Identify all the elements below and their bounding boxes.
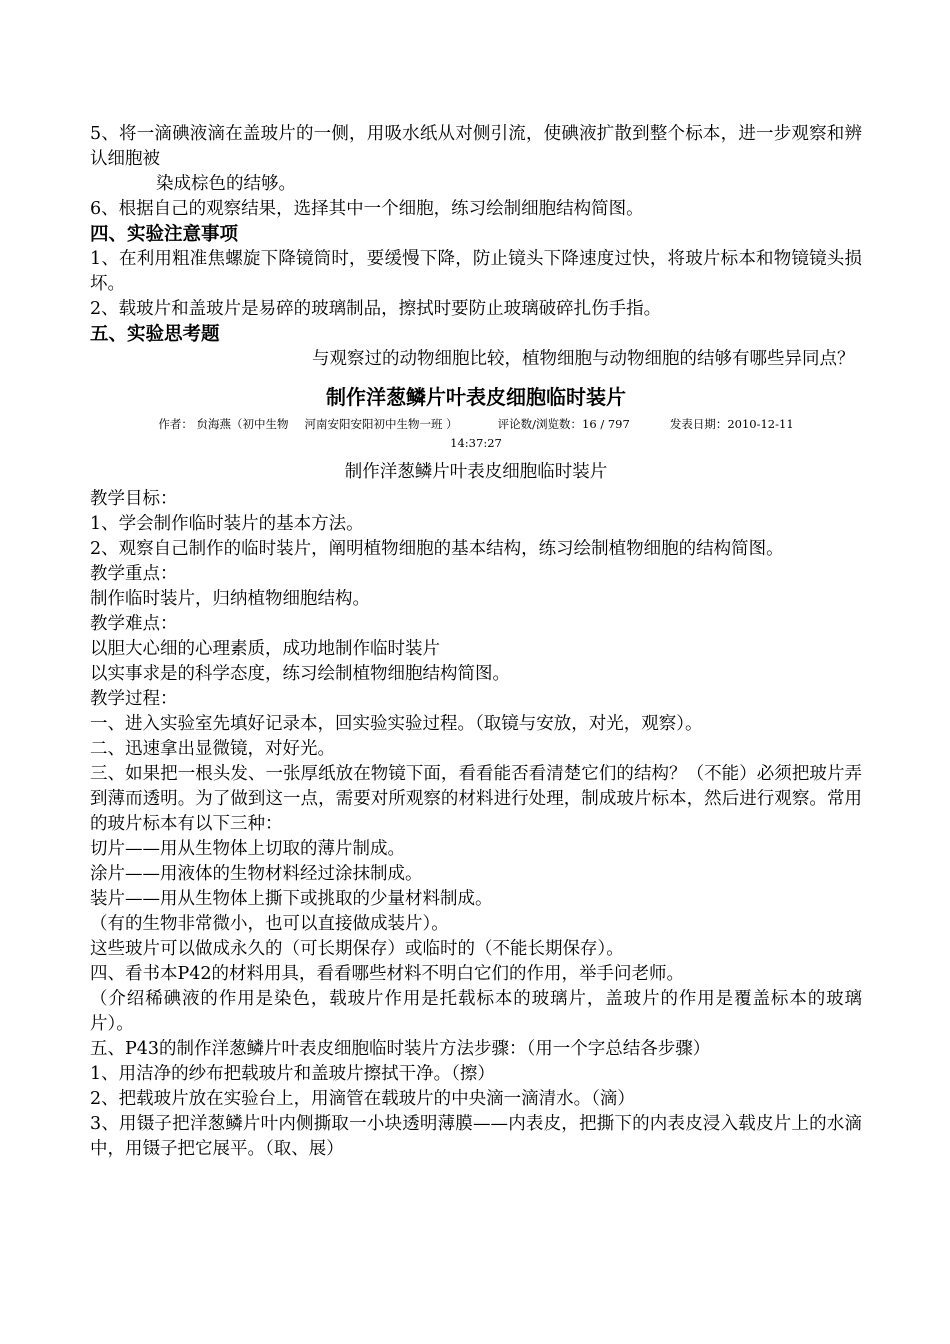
body-line: 2、观察自己制作的临时装片，阐明植物细胞的基本结构，练习绘制植物细胞的结构简图。 (90, 539, 784, 559)
article-title: 制作洋葱鳞片叶表皮细胞临时装片 (326, 385, 626, 409)
step5-line2: 染成棕色的结够。 (156, 174, 296, 194)
heading-precautions: 四、实验注意事项 (90, 224, 239, 245)
body-line: 二、迅速拿出显微镜，对好光。 (90, 739, 335, 759)
meta-author: 作者： 贠海燕（初中生物 (158, 417, 289, 431)
body-line: （有的生物非常微小，也可以直接做成装片）。 (90, 914, 449, 934)
body-line: 2、把载玻片放在实验台上，用滴管在载玻片的中央滴一滴清水。（滴） (90, 1089, 635, 1109)
body-line: 3、用镊子把洋葱鳞片叶内侧撕取一小块透明薄膜——内表皮，把撕下的内表皮浸入载皮片上的水滴中，用镊子把它展平。（取、展） (90, 1114, 862, 1159)
body-line: 教学难点： (90, 614, 178, 634)
body-line: 以实事求是的科学态度，练习绘制植物细胞结构简图。 (90, 664, 510, 684)
body-line: 以胆大心细的心理素质，成功地制作临时装片 (90, 639, 440, 659)
body-line: 涂片——用液体的生物材料经过涂抹制成。 (90, 864, 423, 884)
step5-line1: 5、将一滴碘液滴在盖玻片的一侧，用吸水纸从对侧引流，使碘液扩散到整个标本，进一步观察和辨认细胞被 (90, 124, 862, 169)
question-text: 与观察过的动物细胞比较，植物细胞与动物细胞的结够有哪些异同点？ (312, 349, 855, 369)
body-line: 1、用洁净的纱布把载玻片和盖玻片擦拭干净。（擦） (90, 1064, 495, 1084)
body-line: 教学目标： (90, 489, 178, 509)
body-line: 制作临时装片，归纳植物细胞结构。 (90, 589, 370, 609)
body-line: 三、如果把一根头发、一张厚纸放在物镜下面，看看能否看清楚它们的结构？（不能）必须把玻片弄到薄而透明。为了做到这一点，需要对所观察的材料进行处理，制成玻片标本，然后进行观察。常用的玻片标本有以下三种： (90, 764, 862, 834)
body-line: 这些玻片可以做成永久的（可长期保存）或临时的（不能长期保存）。 (90, 939, 624, 959)
step6: 6、根据自己的观察结果，选择其中一个细胞，练习绘制细胞结构简图。 (90, 199, 644, 219)
note-1: 1、在利用粗准焦螺旋下降镜筒时，要缓慢下降，防止镜头下降速度过快，将玻片标本和物镜镜头损坏。 (90, 249, 862, 294)
body-line: 教学重点： (90, 564, 178, 584)
body-line: 教学过程： (90, 689, 178, 709)
body-line: 装片——用从生物体上撕下或挑取的少量材料制成。 (90, 889, 493, 909)
meta-org: 河南安阳安阳初中生物一班 ） (304, 417, 458, 431)
meta-time: 14:37:27 (450, 436, 502, 450)
document-page (90, 122, 862, 1162)
body-line: 切片——用从生物体上切取的薄片制成。 (90, 839, 405, 859)
body-line: 一、进入实验室先填好记录本，回实验实验过程。（取镜与安放，对光，观察）。 (90, 714, 703, 734)
article-subtitle: 制作洋葱鳞片叶表皮细胞临时装片 (344, 462, 608, 482)
heading-questions: 五、实验思考题 (90, 324, 220, 345)
body-line: 四、看书本P42的材料用具，看看哪些材料不明白它们的作用，举手问老师。 (90, 964, 685, 984)
body-line: 1、学会制作临时装片的基本方法。 (90, 514, 364, 534)
article-meta (90, 414, 862, 434)
note-2: 2、载玻片和盖玻片是易碎的玻璃制品，擦拭时要防止玻璃破碎扎伤手指。 (90, 299, 662, 319)
body-line: （介绍稀碘液的作用是染色，载玻片作用是托载标本的玻璃片，盖玻片的作用是覆盖标本的玻璃片）。 (90, 989, 862, 1034)
body-line: 五、P43的制作洋葱鳞片叶表皮细胞临时装片方法步骤：（用一个字总结各步骤） (90, 1039, 711, 1059)
meta-date: 发表日期：2010-12-11 (669, 417, 794, 431)
meta-stats: 评论数/浏览数：16 / 797 (497, 417, 630, 431)
